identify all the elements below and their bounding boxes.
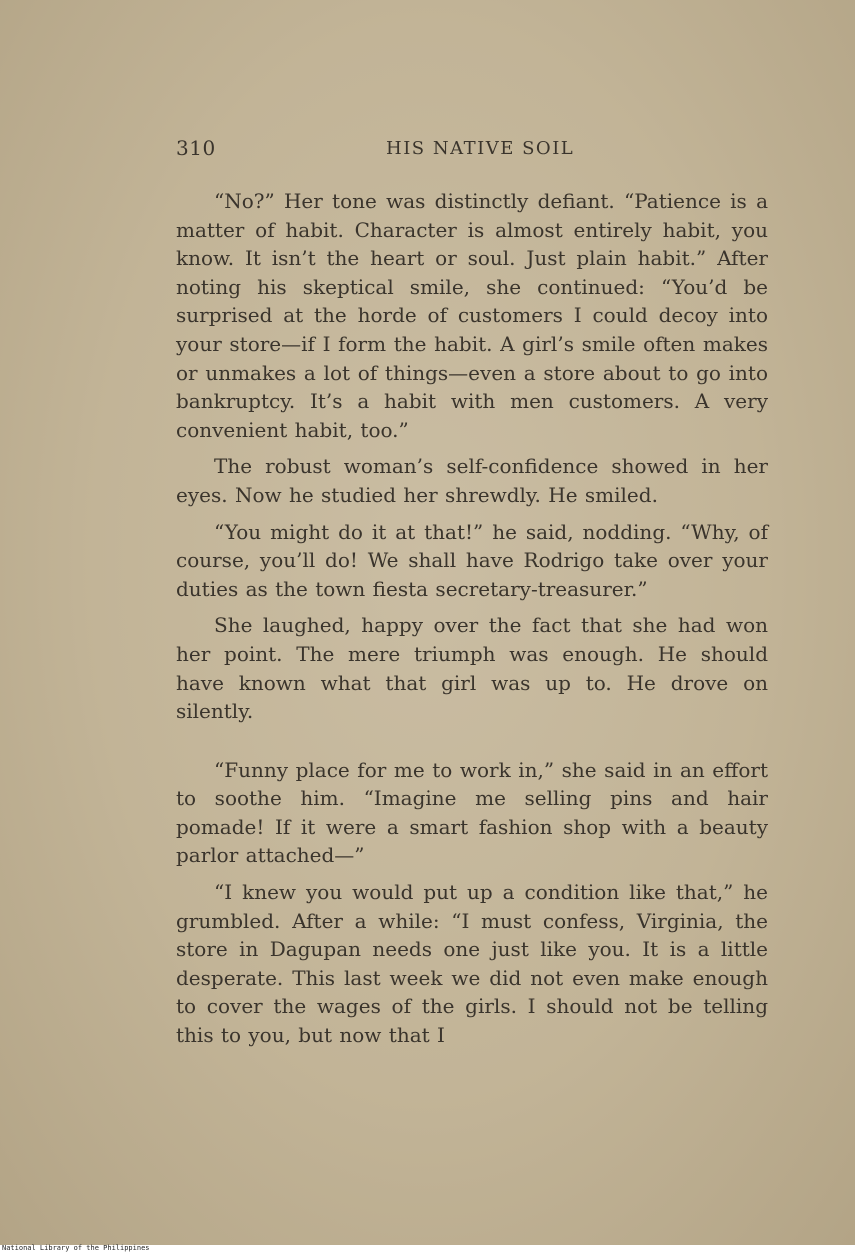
library-credit: National Library of the Philippines — [2, 1244, 150, 1252]
paragraph: “I knew you would put up a condition like that,” he grumbled. After a while: “I must confess, Virginia, the store in Dagupan needs one just like you. It is a little desperate. This last week we did not even make enough to cover the wages of the girls. I should not be telling this to you, but now that I — [176, 880, 768, 1048]
paragraph: “No?” Her tone was distinctly defiant. “Patience is a matter of habit. Character is almost entirely habit, you know. It isn’t the heart or soul. Just plain habit.” After noting his skeptical smile, she continued: “You’d be surprised at the horde of customers I could decoy into your store—if I form the habit. A girl’s smile often makes or unmakes a lot of things—even a store about to go into bankruptcy. It’s a habit with men customers. A very convenient habit, too.” — [176, 189, 768, 442]
page-number: 310 — [176, 136, 216, 160]
body-text — [176, 187, 768, 1058]
page-header — [176, 136, 768, 166]
paragraph: “You might do it at that!” he said, nodding. “Why, of course, you’ll do! We shall have Rodrigo take over your duties as the town fiesta secretary-treasurer.” — [176, 519, 768, 601]
running-title: HIS NATIVE SOIL — [386, 138, 575, 159]
paragraph: The robust woman’s self-confidence showed in her eyes. Now he studied her shrewdly. He smiled. — [176, 454, 768, 507]
paragraph: “Funny place for me to work in,” she said in an effort to soothe him. “Imagine me selling pins and hair pomade! If it were a smart fashion shop with a beauty parlor attached—” — [176, 757, 768, 868]
paragraph: She laughed, happy over the fact that she had won her point. The mere triumph was enough. He should have known what that girl was up to. He drove on silently. — [176, 613, 768, 724]
